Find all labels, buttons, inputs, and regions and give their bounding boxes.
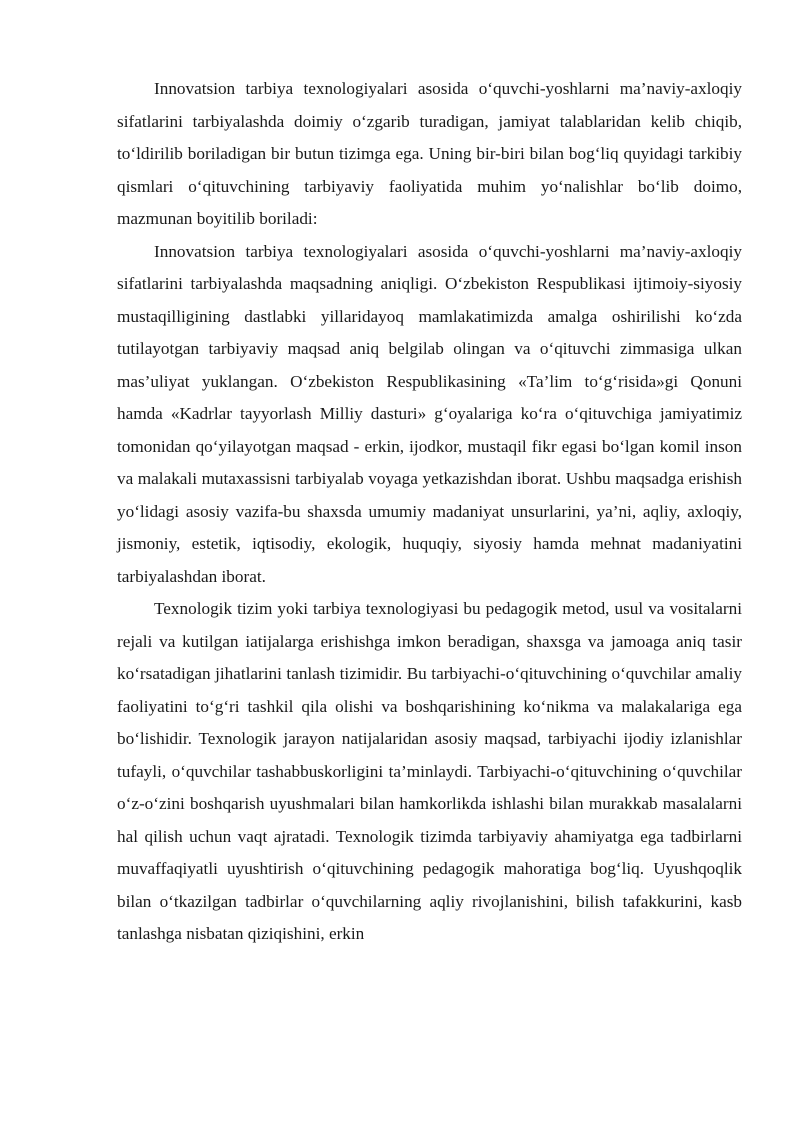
paragraph-2: Innovatsion tarbiya texnologiyalari asosida o‘quvchi-yoshlarni ma’naviy-axloqiy sifatlarini tarbiyalashda maqsadning aniqligi. O‘zbekiston Respublikasi ijtimoiy-siyosiy mustaqilligining dastlabki yillaridayoq mamlakatimizda amalga oshirilishi ko‘zda tutilayotgan tarbiyaviy maqsad aniq belgilab olingan va o‘qituvchi zimmasiga ulkan mas’uliyat yuklangan. O‘zbekiston Respublikasining «Ta’lim to‘g‘risida»gi Qonuni hamda «Kadrlar tayyorlash Milliy dasturi» g‘oyalariga ko‘ra o‘qituvchiga jamiyatimiz tomonidan qo‘yilayotgan maqsad - erkin, ijodkor, mustaqil fikr egasi bo‘lgan komil inson va malakali mutaxassisni tarbiyalab voyaga yetkazishdan iborat. Ushbu maqsadga erishish yo‘lidagi asosiy vazifa-bu shaxsda umumiy madaniyat unsurlarini, ya’ni, aqliy, axloqiy, jismoniy, estetik, iqtisodiy, ekologik, huquqiy, siyosiy hamda mehnat madaniyatini tarbiyalashdan iborat. [117,241,742,586]
paragraph-3: Texnologik tizim yoki tarbiya texnologiyasi bu pedagogik metod, usul va vositalarni rejali va kutilgan iatijalarga erishishga imkon beradigan, shaxsga va jamoaga aniq tasir ko‘rsatadigan jihatlarini tanlash tizimidir. Bu tarbiyachi-o‘qituvchining o‘quvchilar amaliy faoliyatini to‘g‘ri tashkil qila olishi va boshqarishining ko‘nikma va malakalariga ega bo‘lishidir. Texnologik jarayon natijalaridan asosiy maqsad, tarbiyachi ijodiy izlanishlar tufayli, o‘quvchilar tashabbuskorligini ta’minlaydi. Tarbiyachi-o‘qituvchining o‘quvchilar o‘z-o‘zini boshqarish uyushmalari bilan hamkorlikda ishlashi bilan murakkab masalalarni hal qilish uchun vaqt ajratadi. Texnologik tizimda tarbiyaviy ahamiyatga ega tadbirlarni muvaffaqiyatli uyushtirish o‘qituvchining pedagogik mahoratiga bog‘liq. Uyushqoqlik bilan o‘tkazilgan tadbirlar o‘quvchilarning aqliy rivojlanishini, bilish tafakkurini, kasb tanlashga nisbatan qiziqishini, erkin [117,599,742,943]
paragraph-1: Innovatsion tarbiya texnologiyalari asosida o‘quvchi-yoshlarni ma’naviy-axloqiy sifatlarini tarbiyalashda doimiy o‘zgarib turadigan, jamiyat talablaridan kelib chiqib, to‘ldirilib boriladigan bir butun tizimga ega. Uning bir-biri bilan bog‘liq quyidagi tarkibiy qismlari o‘qituvchining tarbiyaviy faoliyatida muhim yo‘nalishlar bo‘lib doimo, mazmunan boyitilib boriladi: [117,79,742,228]
document-page [117,73,742,951]
